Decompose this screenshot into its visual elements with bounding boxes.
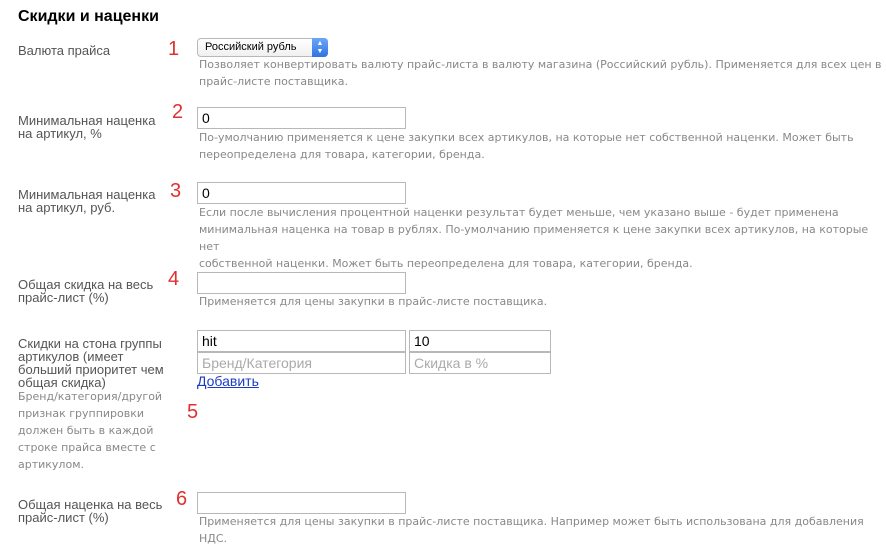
add-link[interactable]: Добавить: [197, 373, 259, 389]
total-markup-hint: Применяется для цены закупки в прайс-листе поставщика. Например может быть использована для добавления НДС.: [199, 515, 864, 545]
annotation-number-6: 6: [176, 488, 188, 510]
group-discounts-description: Бренд/категория/другой признак группировки должен быть в каждой строке прайса вместе с артикулом.: [18, 390, 163, 471]
group-discounts-label: Скидки на стона группы артикулов (имеет больший приоритет чем общая скидка): [18, 336, 164, 390]
total-discount-hint: Применяется для цены закупки в прайс-листе поставщика.: [199, 295, 548, 308]
min-markup-percent-input[interactable]: 0: [197, 107, 406, 129]
min-markup-rub-hint: Если после вычисления процентной наценки результат будет меньше, чем указано выше - будет применена минимальная наценка на товар в рублях. По-умолчанию применяется к цене закупки всех артикулов, на которые нет собственной наценки. Может быть переопределена для товара, категории, бренда.: [199, 206, 869, 270]
discount-input-new[interactable]: Скидка в %: [409, 352, 551, 374]
page-title: Скидки и наценки: [18, 8, 159, 25]
annotation-number-3: 3: [170, 180, 182, 202]
updown-chevron-icon: ▲ ▼: [312, 38, 328, 57]
currency-hint: Позволяет конвертировать валюту прайс-листа в валюту магазина (Российский рубль). Применяется для всех цен в прайс-листе поставщика.: [199, 58, 882, 88]
currency-select[interactable]: [197, 38, 328, 57]
min-markup-rub-input[interactable]: 0: [197, 182, 406, 204]
min-markup-rub-label: Минимальная наценка на артикул, руб.: [18, 187, 156, 215]
brand-input-new[interactable]: Бренд/Категория: [197, 352, 406, 374]
annotation-number-1: 1: [168, 38, 180, 60]
min-markup-percent-label: Минимальная наценка на артикул, %: [18, 113, 156, 141]
annotation-number-2: 2: [172, 101, 184, 123]
discount-input-row-1[interactable]: 10: [409, 330, 551, 352]
currency-select-value: Российский рубль: [205, 41, 297, 53]
total-discount-input[interactable]: [197, 272, 406, 294]
annotation-number-4: 4: [168, 268, 180, 290]
min-markup-percent-hint: По-умолчанию применяется к цене закупки всех артикулов, на которые нет собственной наценки. Может быть переопределена для товара, категории, бренда.: [199, 131, 854, 161]
total-markup-label: Общая наценка на весь прайс-лист (%): [18, 497, 163, 525]
annotation-number-5: 5: [187, 401, 199, 423]
brand-input-row-1[interactable]: hit: [197, 330, 406, 352]
total-discount-label: Общая скидка на весь прайс-лист (%): [18, 277, 154, 305]
total-markup-input[interactable]: [197, 492, 406, 514]
currency-label: Валюта прайса: [18, 43, 111, 58]
